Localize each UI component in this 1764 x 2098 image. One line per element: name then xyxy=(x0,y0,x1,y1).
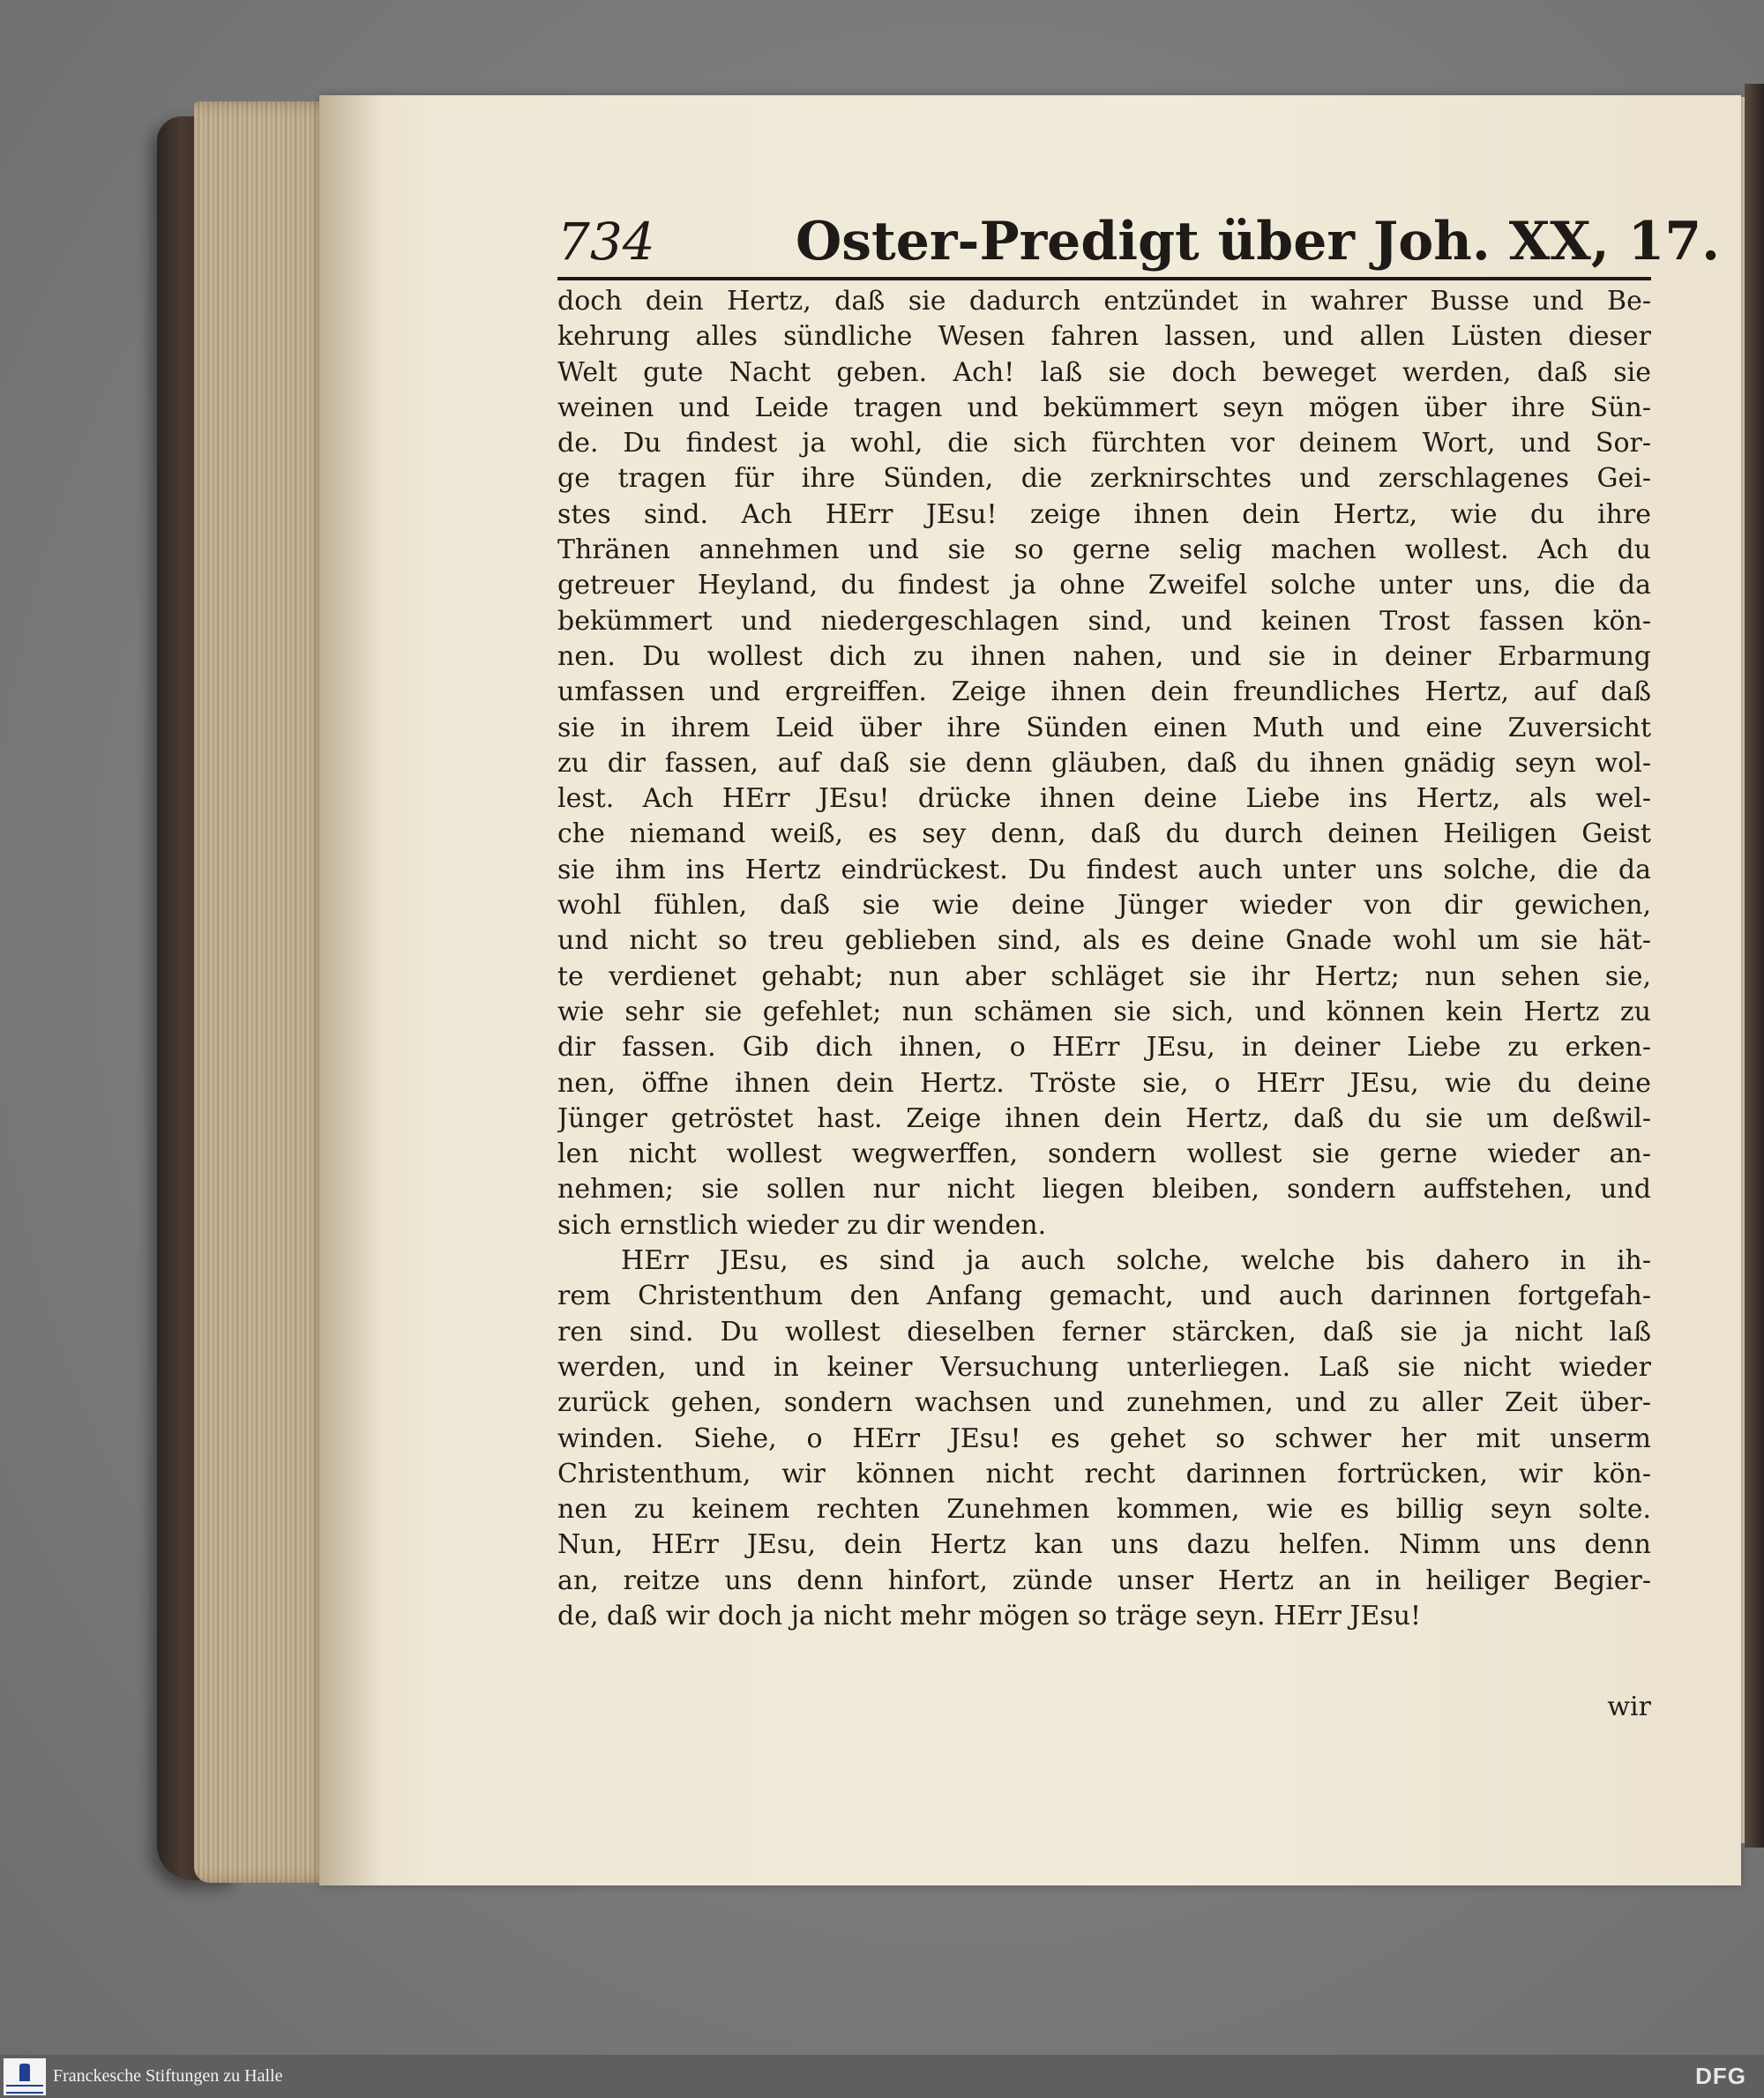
text-line: an, reitze uns denn hinfort, zünde unser Hertz an in heiliger Begier- xyxy=(557,1564,1651,1596)
text-line: Nun, HErr JEsu, dein Hertz kan uns dazu helfen. Nimm uns denn xyxy=(557,1529,1651,1561)
catchword: wir xyxy=(1607,1691,1651,1722)
running-head xyxy=(557,210,1720,273)
page-edges-left xyxy=(194,101,335,1883)
text-line: nen. Du wollest dich zu ihnen nahen, und sie in deiner Erbarmung xyxy=(557,640,1651,672)
text-line: de, daß wir doch ja nicht mehr mögen so träge seyn. HErr JEsu! xyxy=(557,1600,1422,1631)
institution-name: Franckesche Stiftungen zu Halle xyxy=(53,2066,283,2086)
text-line: wie sehr sie gefehlet; nun schämen sie sich, und können kein Hertz zu xyxy=(557,996,1651,1027)
institution-logo xyxy=(4,2058,46,2095)
text-line: de. Du findest ja wohl, die sich fürchten vor deinem Wort, und Sor- xyxy=(557,428,1651,459)
text-line: sie in ihrem Leid über ihre Sünden einen Muth und eine Zuversicht xyxy=(557,712,1651,743)
page-number: 734 xyxy=(557,212,655,272)
text-line: zurück gehen, sondern wachsen und zunehmen, und zu aller Zeit über- xyxy=(557,1387,1651,1419)
text-line: sie ihm ins Hertz eindrückest. Du findest auch unter uns solche, die da xyxy=(557,854,1651,885)
text-line: kehrung alles sündliche Wesen fahren lassen, und allen Lüsten dieser xyxy=(557,321,1651,353)
running-title: Oster-Predigt über Joh. XX, 17. xyxy=(796,211,1720,273)
text-line: weinen und Leide tragen und bekümmert seyn mögen über ihre Sün- xyxy=(557,392,1651,423)
text-line: ge tragen für ihre Sünden, die zerknirschtes und zerschlagenes Gei- xyxy=(557,463,1651,495)
text-line: sich ernstlich wieder zu dir wenden. xyxy=(557,1209,1047,1241)
text-line: che niemand weiß, es sey denn, daß du durch deinen Heiligen Geist xyxy=(557,818,1651,850)
sermon-text xyxy=(557,284,1651,1634)
text-line: werden, und in keiner Versuchung unterliegen. Laß sie nicht wieder xyxy=(557,1351,1651,1383)
text-line: HErr JEsu, es sind ja auch solche, welche bis dahero in ih- xyxy=(621,1245,1651,1277)
viewer-footer xyxy=(0,2055,1764,2098)
text-line: wohl fühlen, daß sie wie deine Jünger wieder von dir gewichen, xyxy=(557,890,1651,922)
text-line: te verdienet gehabt; nun aber schläget sie ihr Hertz; nun sehen sie, xyxy=(557,960,1651,992)
text-line: Jünger getröstet hast. Zeige ihnen dein Hertz, daß du sie um deßwil- xyxy=(557,1102,1651,1134)
text-line: doch dein Hertz, daß sie dadurch entzündet in wahrer Busse und Be- xyxy=(557,286,1651,317)
text-line: Welt gute Nacht geben. Ach! laß sie doch beweget werden, daß sie xyxy=(557,356,1651,388)
text-line: nen zu keinem rechten Zunehmen kommen, wie es billig seyn solte. xyxy=(557,1494,1651,1526)
text-line: nen, öffne ihnen dein Hertz. Tröste sie, o HErr JEsu, wie du deine xyxy=(557,1067,1651,1099)
institution-emblem-icon xyxy=(19,2064,30,2081)
text-line: dir fassen. Gib dich ihnen, o HErr JEsu, in deiner Liebe zu erken- xyxy=(557,1032,1651,1064)
header-rule xyxy=(557,277,1651,280)
text-line: und nicht so treu geblieben sind, als es deine Gnade wohl um sie hät- xyxy=(557,925,1651,957)
text-line: getreuer Heyland, du findest ja ohne Zweifel solche unter uns, die da xyxy=(557,570,1651,601)
page-gutter-shadow xyxy=(319,95,381,1885)
text-line: rem Christenthum den Anfang gemacht, und auch darinnen fortgefah- xyxy=(557,1280,1651,1312)
text-line: nehmen; sie sollen nur nicht liegen bleiben, sondern auffstehen, und xyxy=(557,1174,1651,1206)
text-line: stes sind. Ach HErr JEsu! zeige ihnen dein Hertz, wie du ihre xyxy=(557,498,1651,530)
text-line: zu dir fassen, auf daß sie denn gläuben, daß du ihnen gnädig seyn wol- xyxy=(557,747,1651,779)
text-line: ren sind. Du wollest dieselben ferner stärcken, daß sie ja nicht laß xyxy=(557,1316,1651,1348)
institution-logo-mark xyxy=(6,2085,43,2094)
text-line: Christenthum, wir können nicht recht darinnen fortrücken, wir kön- xyxy=(557,1458,1651,1490)
text-line: umfassen und ergreiffen. Zeige ihnen dein freundliches Hertz, auf daß xyxy=(557,676,1651,708)
text-line: Thränen annehmen und sie so gerne selig machen wollest. Ach du xyxy=(557,534,1651,566)
text-line: lest. Ach HErr JEsu! drücke ihnen deine Liebe ins Hertz, als wel- xyxy=(557,783,1651,815)
book-cover-right xyxy=(1745,84,1764,1848)
dfg-logo: DFG xyxy=(1695,2063,1746,2089)
text-line: bekümmert und niedergeschlagen sind, und keinen Trost fassen kön- xyxy=(557,605,1651,637)
text-line: len nicht wollest wegwerffen, sondern wollest sie gerne wieder an- xyxy=(557,1139,1651,1170)
text-line: winden. Siehe, o HErr JEsu! es gehet so schwer her mit unserm xyxy=(557,1422,1651,1454)
